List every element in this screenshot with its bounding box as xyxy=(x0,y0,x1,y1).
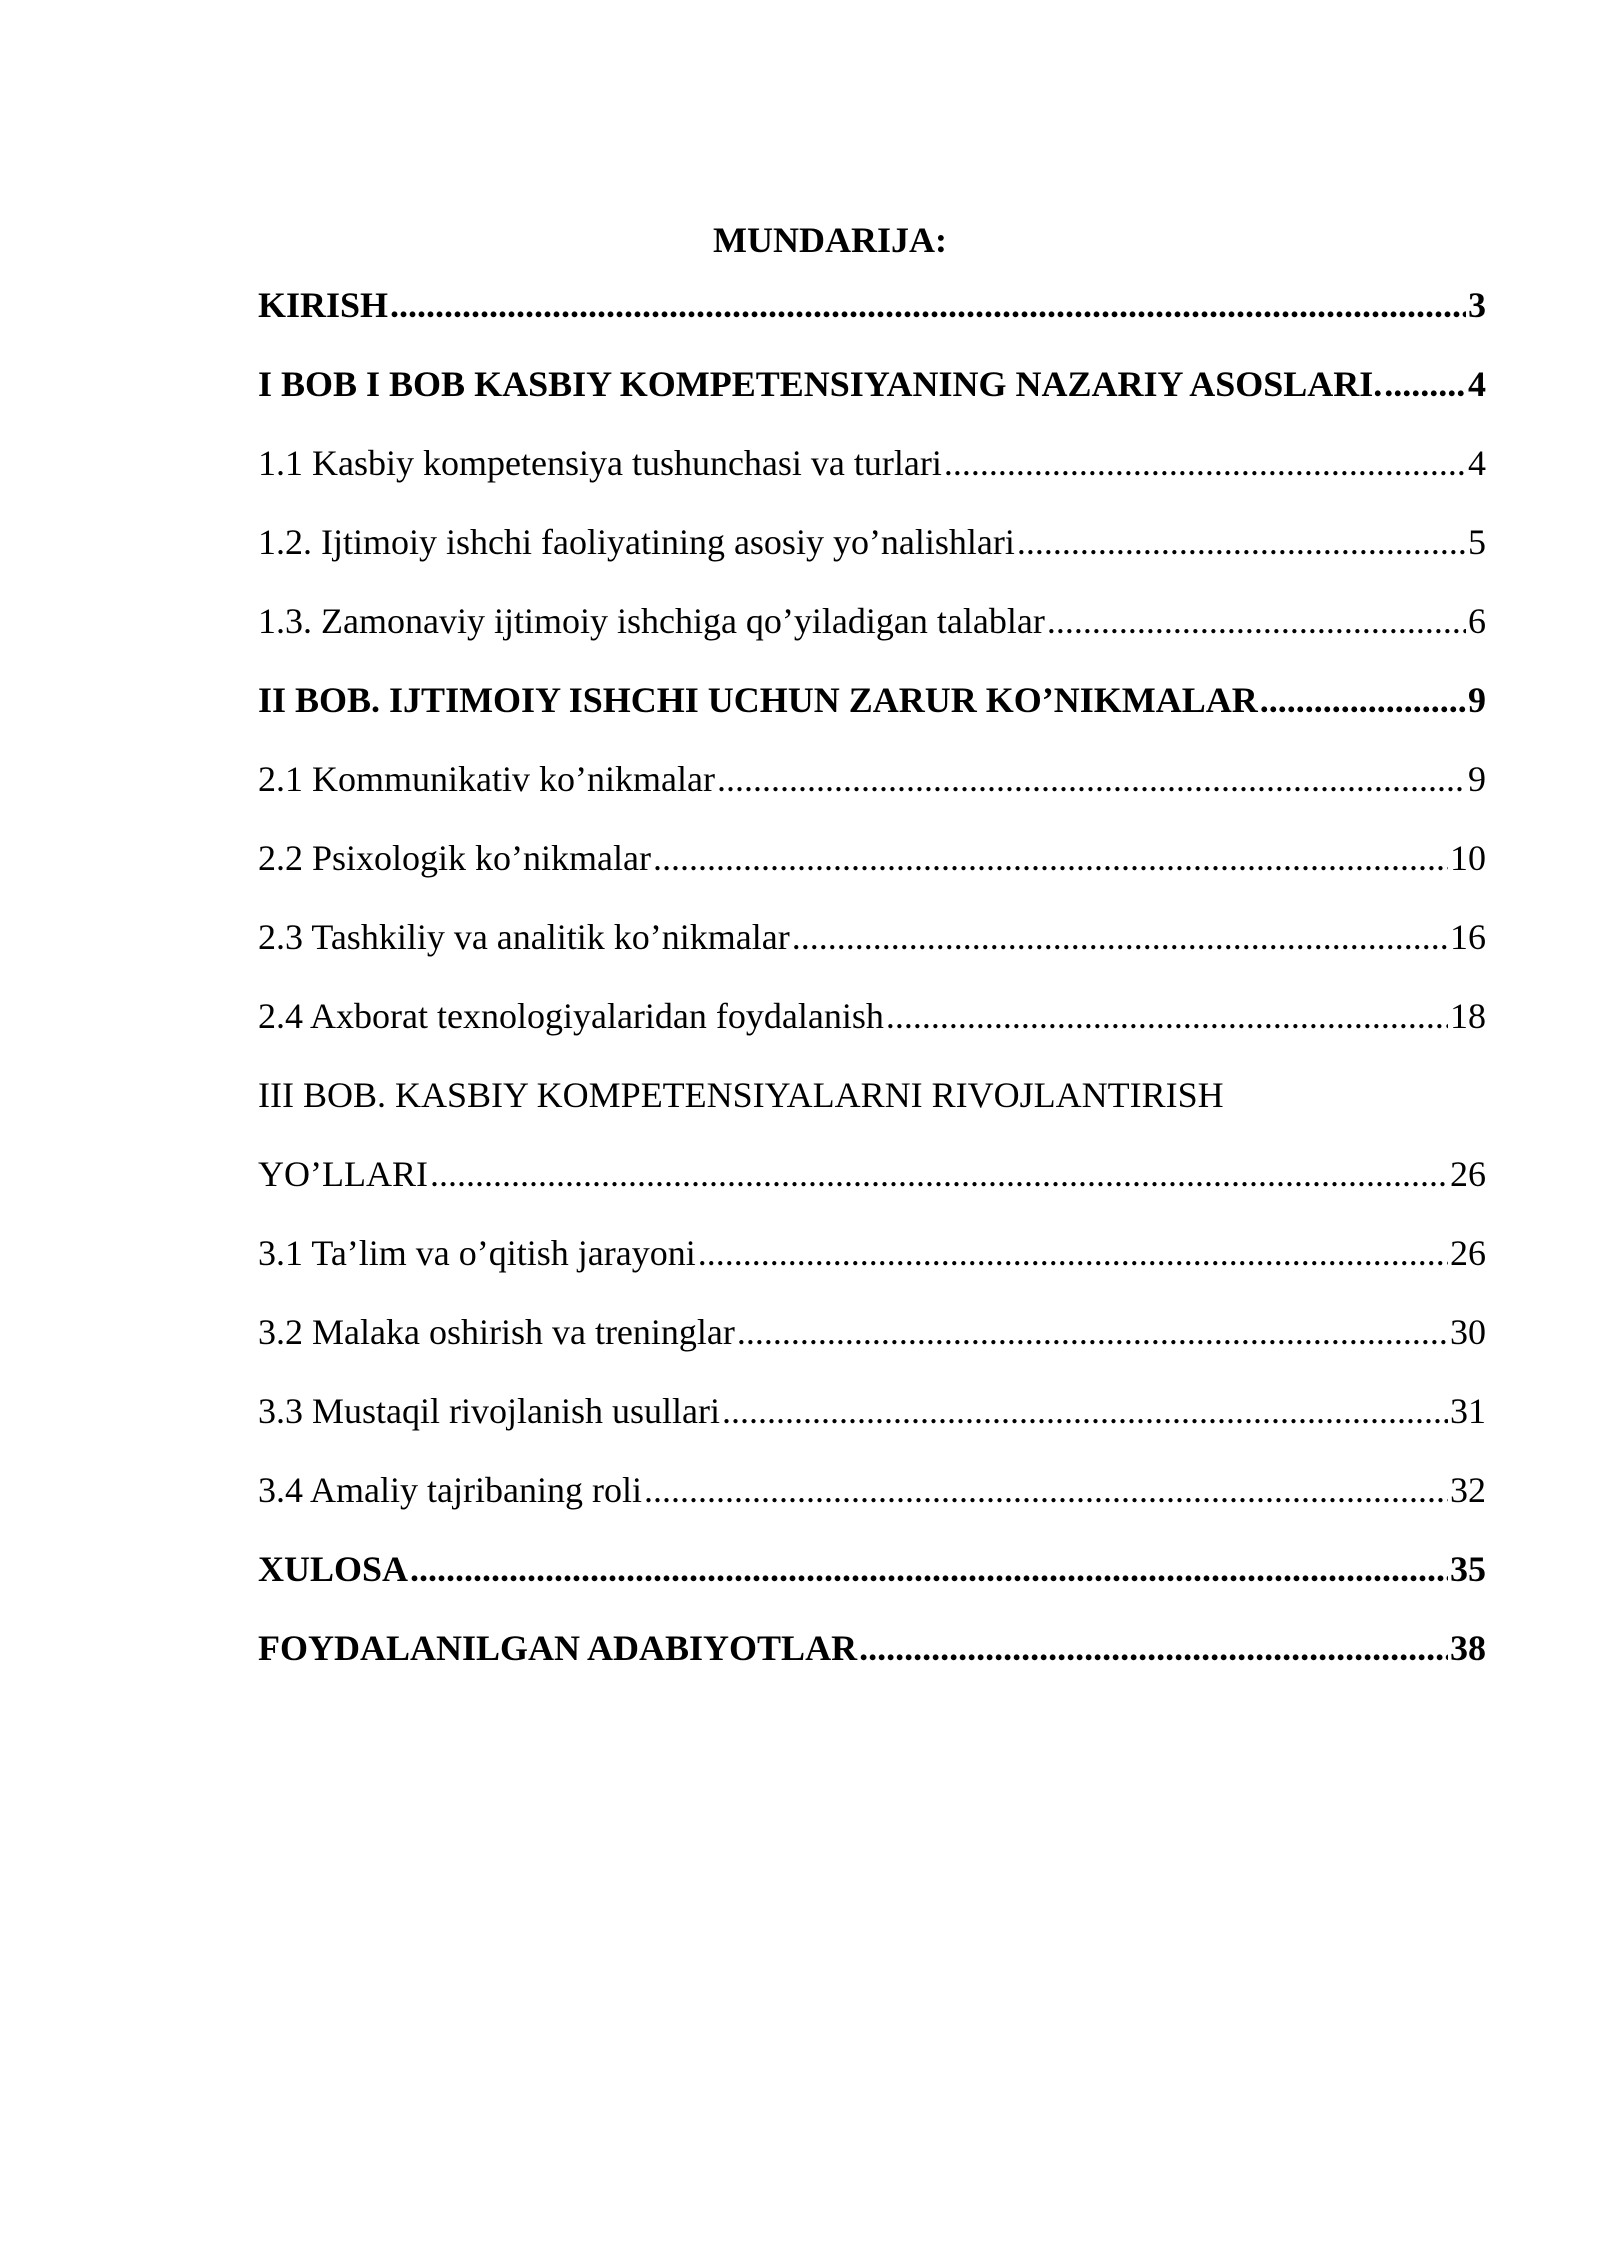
toc-entry-page: 32 xyxy=(1450,1470,1486,1510)
dot-leader xyxy=(722,1386,1448,1436)
toc-entry-label: 2.4 Axborat texnologiyalaridan foydalanish xyxy=(258,996,884,1036)
toc-entry-section-1-3[interactable] xyxy=(258,596,1486,675)
toc-entry-references[interactable] xyxy=(258,1623,1486,1702)
toc-entry-label: 1.3. Zamonaviy ijtimoiy ishchiga qo’yiladigan talablar xyxy=(258,601,1045,641)
toc-entry-page: 9 xyxy=(1468,759,1486,799)
dot-leader xyxy=(698,1228,1448,1278)
toc-entry-page: 10 xyxy=(1450,838,1486,878)
toc-entry-page: 30 xyxy=(1450,1312,1486,1352)
toc-entry-page: 38 xyxy=(1450,1628,1486,1668)
toc-entry-section-2-2[interactable] xyxy=(258,833,1486,912)
dot-leader xyxy=(737,1307,1448,1357)
toc-entry-section-2-3[interactable] xyxy=(258,912,1486,991)
dot-leader xyxy=(944,438,1466,488)
toc-entry-label: KIRISH xyxy=(258,285,389,325)
toc-entry-label-line1: III BOB. KASBIY KOMPETENSIYALARNI RIVOJLANTIRISH xyxy=(258,1075,1224,1115)
toc-entry-page: 26 xyxy=(1450,1154,1486,1194)
dot-leader xyxy=(1047,596,1466,646)
toc-entry-page: 35 xyxy=(1450,1549,1486,1589)
toc-entry-page: 4 xyxy=(1468,364,1486,404)
toc-entry-label: XULOSA xyxy=(258,1549,409,1589)
toc-entry-label: 2.1 Kommunikativ ko’nikmalar xyxy=(258,759,715,799)
toc-entry-section-3-4[interactable] xyxy=(258,1465,1486,1544)
toc-entry-label: I BOB I BOB KASBIY KOMPETENSIYANING NAZARIY ASOSLARI. xyxy=(258,364,1383,404)
toc-entry-label: FOYDALANILGAN ADABIYOTLAR xyxy=(258,1628,858,1668)
toc-entry-label: II BOB. IJTIMOIY ISHCHI UCHUN ZARUR KO’NIKMALAR xyxy=(258,680,1258,720)
dot-leader xyxy=(1260,675,1466,725)
toc-entry-page: 4 xyxy=(1468,443,1486,483)
dot-leader xyxy=(410,1544,1448,1594)
toc-entry-section-1-1[interactable] xyxy=(258,438,1486,517)
dot-leader xyxy=(430,1149,1448,1199)
dot-leader xyxy=(886,991,1448,1041)
toc-entry-page: 26 xyxy=(1450,1233,1486,1273)
toc-entry-xulosa[interactable] xyxy=(258,1544,1486,1623)
dot-leader xyxy=(390,280,1466,330)
toc-entry-label-line2: YO’LLARI xyxy=(258,1154,428,1194)
dot-leader xyxy=(1017,517,1466,567)
toc-entry-label: 1.1 Kasbiy kompetensiya tushunchasi va turlari xyxy=(258,443,942,483)
toc-entry-page: 16 xyxy=(1450,917,1486,957)
dot-leader xyxy=(644,1465,1448,1515)
toc-entry-page: 5 xyxy=(1468,522,1486,562)
dot-leader xyxy=(859,1623,1448,1673)
dot-leader xyxy=(653,833,1448,883)
toc-entry-kirish[interactable] xyxy=(258,280,1486,359)
toc-entry-section-2-1[interactable] xyxy=(258,754,1486,833)
toc-entry-page: 9 xyxy=(1468,680,1486,720)
dot-leader xyxy=(1384,359,1466,409)
toc-entry-label: 3.4 Amaliy tajribaning roli xyxy=(258,1470,642,1510)
toc-entry-page: 18 xyxy=(1450,996,1486,1036)
toc-entry-label: 1.2. Ijtimoiy ishchi faoliyatining asosiy yo’nalishlari xyxy=(258,522,1015,562)
dot-leader xyxy=(792,912,1448,962)
toc-entry-section-3-1[interactable] xyxy=(258,1228,1486,1307)
toc-entry-chapter-3[interactable] xyxy=(258,1070,1486,1228)
toc-entry-chapter-2[interactable] xyxy=(258,675,1486,754)
toc-entry-section-3-3[interactable] xyxy=(258,1386,1486,1465)
toc-entry-label: 3.2 Malaka oshirish va treninglar xyxy=(258,1312,735,1352)
toc-entry-section-2-4[interactable] xyxy=(258,991,1486,1070)
toc-entry-label: 2.2 Psixologik ko’nikmalar xyxy=(258,838,651,878)
toc-entry-page: 6 xyxy=(1468,601,1486,641)
toc-entry-page: 3 xyxy=(1468,285,1486,325)
dot-leader xyxy=(717,754,1466,804)
toc-entry-label: 2.3 Tashkiliy va analitik ko’nikmalar xyxy=(258,917,790,957)
toc-entry-label: 3.1 Ta’lim va o’qitish jarayoni xyxy=(258,1233,696,1273)
toc-entry-section-1-2[interactable] xyxy=(258,517,1486,596)
toc-entry-label: 3.3 Mustaqil rivojlanish usullari xyxy=(258,1391,720,1431)
toc-entry-page: 31 xyxy=(1450,1391,1486,1431)
toc-title: MUNDARIJA: xyxy=(713,220,947,260)
toc-entry-chapter-1[interactable] xyxy=(258,359,1486,438)
table-of-contents xyxy=(258,280,1486,1702)
toc-entry-section-3-2[interactable] xyxy=(258,1307,1486,1386)
